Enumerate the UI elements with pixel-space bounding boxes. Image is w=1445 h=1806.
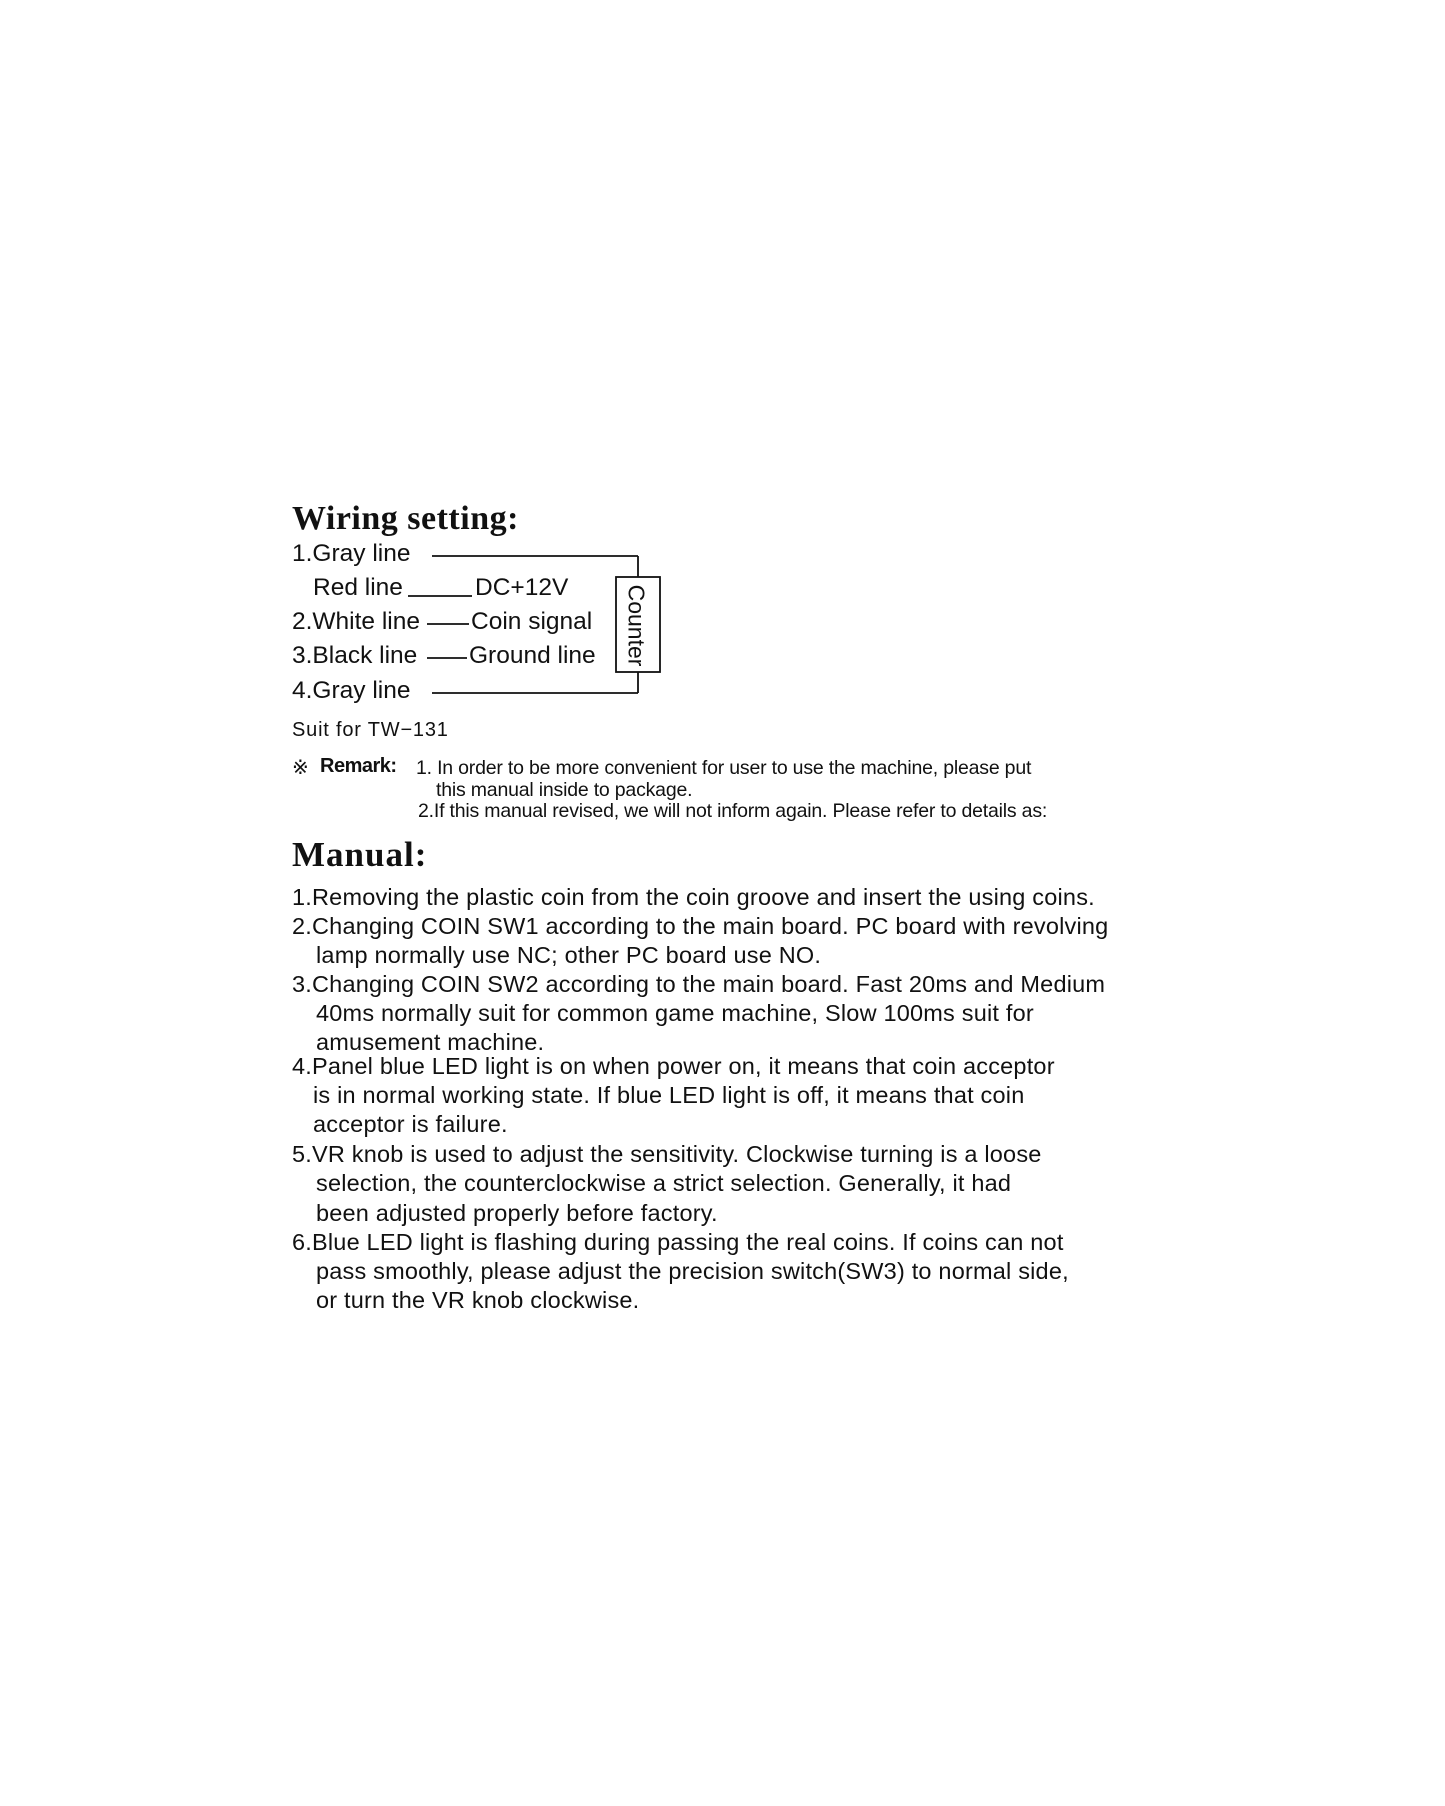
manual-line: 5.VR knob is used to adjust the sensitivity. Clockwise turning is a loose xyxy=(292,1141,1042,1167)
white-line: 2.White line xyxy=(292,608,421,635)
manual-line: 2.Changing COIN SW1 according to the main board. PC board with revolving xyxy=(292,913,1109,939)
gray-line-1: 1.Gray line xyxy=(292,540,411,567)
manual-line: acceptor is failure. xyxy=(313,1111,508,1137)
white-line-value: Coin signal xyxy=(471,608,593,635)
manual-line: 6.Blue LED light is flashing during passing the real coins. If coins can not xyxy=(292,1229,1064,1255)
reference-mark-icon: ※ xyxy=(292,757,309,779)
manual-line: 3.Changing COIN SW2 according to the main board. Fast 20ms and Medium xyxy=(292,971,1106,997)
manual-line: 1.Removing the plastic coin from the coin groove and insert the using coins. xyxy=(292,884,1095,910)
red-line-value: DC+12V xyxy=(475,574,569,601)
counter-label: Counter xyxy=(623,584,650,666)
black-line-value: Ground line xyxy=(469,642,596,669)
wiring-title: Wiring setting: xyxy=(292,500,519,537)
manual-line: or turn the VR knob clockwise. xyxy=(316,1287,640,1313)
gray-line-4: 4.Gray line xyxy=(292,677,411,704)
manual-line: is in normal working state. If blue LED light is off, it means that coin xyxy=(313,1082,1025,1108)
remark-item-1: 1. In order to be more convenient for user to use the machine, please put xyxy=(416,757,1032,779)
manual-line: selection, the counterclockwise a strict selection. Generally, it had xyxy=(316,1170,1012,1196)
remark-item-1-cont: this manual inside to package. xyxy=(436,779,693,801)
remark-label: Remark: xyxy=(320,755,397,777)
manual-line: pass smoothly, please adjust the precision switch(SW3) to normal side, xyxy=(316,1258,1069,1284)
remark-item-2: 2.If this manual revised, we will not inform again. Please refer to details as: xyxy=(418,800,1048,822)
black-line: 3.Black line xyxy=(292,642,418,669)
manual-title: Manual: xyxy=(292,835,428,874)
manual-line: amusement machine. xyxy=(316,1029,545,1055)
manual-line: been adjusted properly before factory. xyxy=(316,1200,718,1226)
suit-for-model: Suit for TW−131 xyxy=(292,719,449,741)
manual-line: 4.Panel blue LED light is on when power on, it means that coin acceptor xyxy=(292,1053,1055,1079)
manual-line: lamp normally use NC; other PC board use NO. xyxy=(316,942,822,968)
manual-line: 40ms normally suit for common game machine, Slow 100ms suit for xyxy=(316,1000,1034,1026)
red-line: Red line xyxy=(313,574,403,601)
